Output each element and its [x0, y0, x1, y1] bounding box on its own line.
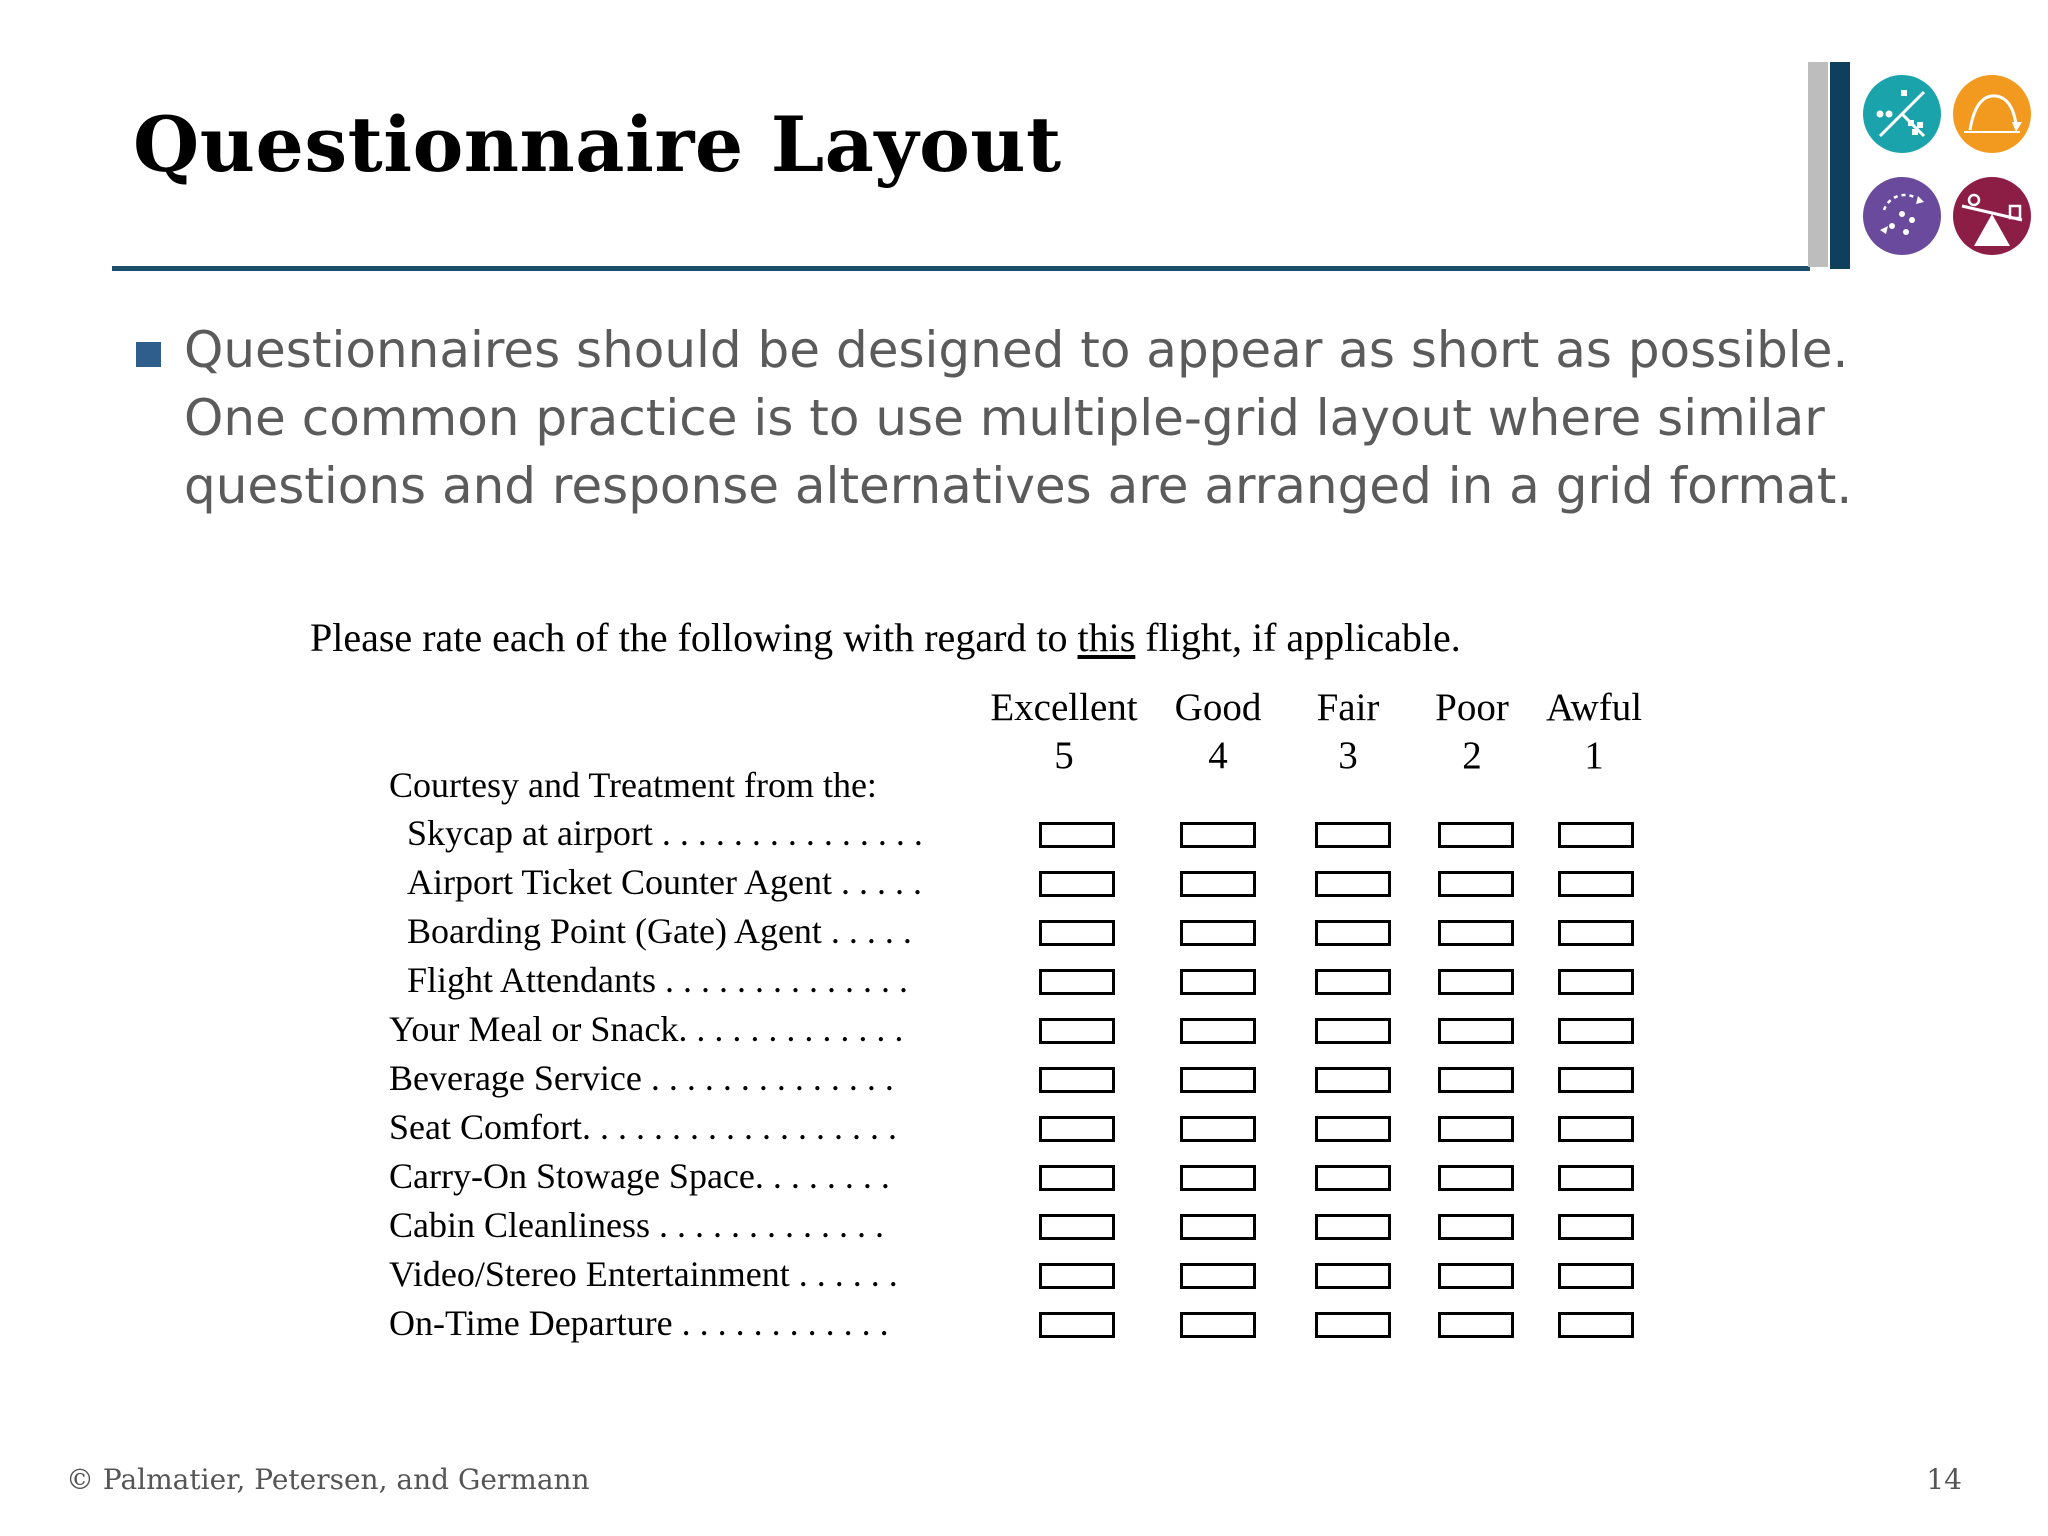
rating-checkbox-awful[interactable] — [1558, 1312, 1634, 1338]
column-score: 4 — [1208, 734, 1228, 777]
row-label: Airport Ticket Counter Agent . . . . . — [407, 862, 922, 902]
rating-checkbox-excellent[interactable] — [1039, 1067, 1115, 1093]
column-label: Awful — [1545, 686, 1643, 729]
curve-arc-icon — [1952, 74, 2032, 154]
row-label: Cabin Cleanliness . . . . . . . . . . . . . — [389, 1205, 884, 1245]
scatter-points-icon — [1862, 74, 1942, 154]
row-label: Boarding Point (Gate) Agent . . . . . — [407, 911, 912, 951]
rating-checkbox-good[interactable] — [1180, 1263, 1256, 1289]
bullet-square — [136, 342, 161, 367]
rating-checkbox-poor[interactable] — [1438, 1312, 1514, 1338]
rating-checkbox-fair[interactable] — [1315, 969, 1391, 995]
rating-checkbox-fair[interactable] — [1315, 920, 1391, 946]
rating-checkbox-poor[interactable] — [1438, 1214, 1514, 1240]
rating-checkbox-poor[interactable] — [1438, 1116, 1514, 1142]
rating-checkbox-awful[interactable] — [1558, 1116, 1634, 1142]
group-label: Courtesy and Treatment from the: — [389, 765, 877, 805]
rating-checkbox-excellent[interactable] — [1039, 1263, 1115, 1289]
seesaw-balance-icon — [1952, 176, 2032, 256]
column-score: 3 — [1338, 734, 1358, 777]
rating-checkbox-fair[interactable] — [1315, 871, 1391, 897]
rating-checkbox-awful[interactable] — [1558, 1165, 1634, 1191]
column-score: 2 — [1462, 734, 1482, 777]
rating-checkbox-fair[interactable] — [1315, 1214, 1391, 1240]
rating-checkbox-poor[interactable] — [1438, 969, 1514, 995]
rating-checkbox-awful[interactable] — [1558, 822, 1634, 848]
rating-checkbox-excellent[interactable] — [1039, 822, 1115, 848]
prompt-text-underlined: this — [1077, 615, 1136, 660]
rating-checkbox-fair[interactable] — [1315, 1116, 1391, 1142]
rating-checkbox-good[interactable] — [1180, 822, 1256, 848]
rating-checkbox-excellent[interactable] — [1039, 1312, 1115, 1338]
rating-checkbox-excellent[interactable] — [1039, 871, 1115, 897]
rating-checkbox-fair[interactable] — [1315, 1165, 1391, 1191]
rating-checkbox-good[interactable] — [1180, 969, 1256, 995]
prompt-text-after: flight, if applicable. — [1145, 615, 1461, 660]
column-header-awful — [1504, 684, 1684, 780]
accent-bar-gray — [1808, 62, 1828, 267]
rating-checkbox-fair[interactable] — [1315, 1312, 1391, 1338]
column-label: Good — [1174, 686, 1262, 729]
rating-checkbox-poor[interactable] — [1438, 1067, 1514, 1093]
rating-checkbox-awful[interactable] — [1558, 871, 1634, 897]
slide-title: Questionnaire Layout — [133, 100, 1062, 189]
rating-checkbox-fair[interactable] — [1315, 1067, 1391, 1093]
rating-checkbox-awful[interactable] — [1558, 920, 1634, 946]
rating-checkbox-good[interactable] — [1180, 1312, 1256, 1338]
rating-checkbox-excellent[interactable] — [1039, 920, 1115, 946]
row-label: On-Time Departure . . . . . . . . . . . . — [389, 1303, 889, 1343]
column-header-excellent — [974, 684, 1154, 780]
bullet-text: Questionnaires should be designed to appear as short as possible. One common practice is to use multiple-grid layout where similar questions and response alternatives are arranged in a grid format. — [184, 321, 1853, 515]
rating-checkbox-fair[interactable] — [1315, 1018, 1391, 1044]
column-label: Excellent — [990, 686, 1138, 729]
accent-bar-navy — [1830, 62, 1850, 269]
column-score: 5 — [1054, 734, 1074, 777]
rating-checkbox-excellent[interactable] — [1039, 1116, 1115, 1142]
rating-prompt — [310, 614, 1461, 661]
rating-checkbox-good[interactable] — [1180, 920, 1256, 946]
row-label: Your Meal or Snack. . . . . . . . . . . . . — [389, 1009, 904, 1049]
rating-checkbox-good[interactable] — [1180, 1214, 1256, 1240]
rating-checkbox-awful[interactable] — [1558, 1067, 1634, 1093]
row-label: Carry-On Stowage Space. . . . . . . . — [389, 1156, 890, 1196]
row-label: Beverage Service . . . . . . . . . . . . . . — [389, 1058, 894, 1098]
row-label: Flight Attendants . . . . . . . . . . . . . . — [407, 960, 909, 1000]
row-label: Video/Stereo Entertainment . . . . . . — [389, 1254, 898, 1294]
prompt-text-before: Please rate each of the following with regard to — [310, 615, 1068, 660]
rating-checkbox-fair[interactable] — [1315, 822, 1391, 848]
rating-checkbox-poor[interactable] — [1438, 920, 1514, 946]
column-label: Poor — [1435, 686, 1509, 729]
rating-checkbox-good[interactable] — [1180, 1116, 1256, 1142]
rating-checkbox-good[interactable] — [1180, 1165, 1256, 1191]
column-score: 1 — [1584, 734, 1604, 777]
row-label: Seat Comfort. . . . . . . . . . . . . . . . . . — [389, 1107, 897, 1147]
rating-checkbox-good[interactable] — [1180, 1018, 1256, 1044]
rating-checkbox-poor[interactable] — [1438, 1165, 1514, 1191]
rating-checkbox-excellent[interactable] — [1039, 969, 1115, 995]
rating-checkbox-poor[interactable] — [1438, 1018, 1514, 1044]
rating-checkbox-awful[interactable] — [1558, 969, 1634, 995]
rating-checkbox-excellent[interactable] — [1039, 1214, 1115, 1240]
cluster-arrows-icon — [1862, 176, 1942, 256]
rating-checkbox-poor[interactable] — [1438, 1263, 1514, 1289]
rating-checkbox-awful[interactable] — [1558, 1263, 1634, 1289]
page-number: 14 — [1926, 1463, 1962, 1496]
rating-checkbox-excellent[interactable] — [1039, 1018, 1115, 1044]
footer-copyright: © Palmatier, Petersen, and Germann — [66, 1463, 590, 1496]
row-label: Skycap at airport . . . . . . . . . . . . . . . — [407, 813, 923, 853]
column-label: Fair — [1316, 686, 1380, 729]
rating-checkbox-awful[interactable] — [1558, 1214, 1634, 1240]
rating-checkbox-good[interactable] — [1180, 871, 1256, 897]
rating-checkbox-good[interactable] — [1180, 1067, 1256, 1093]
rating-checkbox-poor[interactable] — [1438, 822, 1514, 848]
rating-checkbox-fair[interactable] — [1315, 1263, 1391, 1289]
rating-checkbox-excellent[interactable] — [1039, 1165, 1115, 1191]
rating-checkbox-poor[interactable] — [1438, 871, 1514, 897]
rating-checkbox-awful[interactable] — [1558, 1018, 1634, 1044]
title-underline — [112, 266, 1810, 271]
